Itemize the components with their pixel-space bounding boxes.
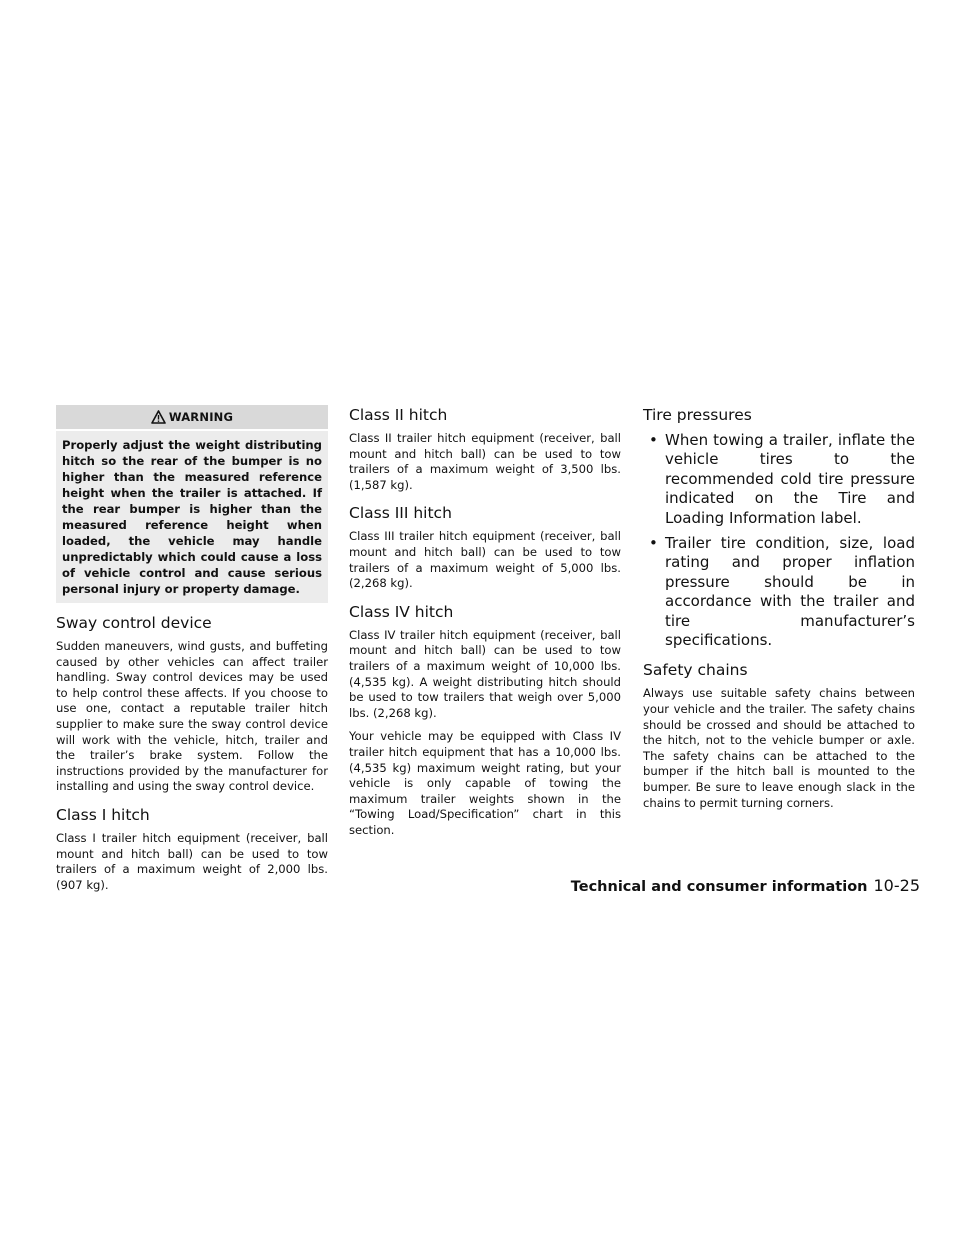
class2-heading: Class II hitch: [349, 406, 448, 424]
warning-header: [56, 405, 328, 429]
page-footer: [560, 876, 920, 895]
warning-triangle-icon: [151, 410, 166, 424]
tire-list: [643, 431, 915, 650]
warning-title: WARNING: [168, 410, 234, 424]
class3-text: Class III trailer hitch equipment (receiver, ball mount and hitch ball) can be used to tow trailers of a maximum weight of 5,000 lbs. (2,268 kg).: [349, 529, 621, 591]
class4-text-2: Your vehicle may be equipped with Class IV trailer hitch equipment that has a 10,000 lbs. (4,535 kg) maximum weight rating, but your vehicle is only capable of towing the maximum trailer weights shown in the “Towing Load/Specification” chart in this section.: [349, 729, 621, 837]
bullet-icon: •: [649, 431, 658, 449]
column-left: [56, 405, 328, 901]
class4-heading: Class IV hitch: [349, 602, 454, 621]
chains-heading: Safety chains: [643, 661, 748, 680]
warning-text: Properly adjust the weight distributing hitch so the rear of the bumper is no higher than the measured reference height when the trailer is attached. If the rear bumper is higher than the measured reference height when loaded, the vehicle may handle unpredictably which could cause a loss of vehicle control and cause serious personal injury or property damage.: [56, 431, 328, 603]
class3-heading: Class III hitch: [349, 504, 452, 523]
tire-heading: Tire pressures: [643, 406, 752, 424]
sway-heading: Sway control device: [56, 614, 212, 632]
class2-text: Class II trailer hitch equipment (receiver, ball mount and hitch ball) can be used to tow trailers of a maximum weight of 3,500 lbs. (1,587 kg).: [349, 431, 621, 492]
class1-text: Class I trailer hitch equipment (receiver, ball mount and hitch ball) can be used to tow trailers of a maximum weight of 2,000 lbs. (907 kg).: [56, 830, 328, 892]
column-middle: [349, 405, 621, 846]
class4-text-1: Class IV trailer hitch equipment (receiver, ball mount and hitch ball) can be used to tow trailers of a maximum weight of 10,000 lbs. (4,535 kg). A weight distributing hitch should be used to tow trailers that weigh over 5,000 lbs. (2,268 kg).: [349, 627, 621, 720]
list-item: [643, 431, 915, 528]
warning-box: [56, 405, 328, 603]
page-number: 10-25: [873, 876, 920, 895]
sway-text: Sudden maneuvers, wind gusts, and buffeting caused by other vehicles can affect trailer handling. Sway control devices may be used to help control these affects. If you choose to use one, contact a reputable trailer hitch supplier to make sure the sway control device will work with the vehicle, hitch, trailer and the trailer’s brake system. Follow the instructions provided by the manufacturer for installing and using the sway control device.: [56, 639, 328, 794]
tire-item-text: Trailer tire condition, size, load rating and proper inflation pressure should be in accordance with the trailer and tire manufacturer’s specifications.: [665, 534, 915, 650]
footer-section-title: Technical and consumer information: [570, 879, 868, 895]
bullet-icon: •: [649, 534, 658, 553]
tire-item-text: When towing a trailer, inflate the vehicle tires to the recommended cold tire pressure indicated on the Tire and Loading Information label.: [665, 431, 915, 527]
list-item: [643, 534, 915, 650]
class1-heading: Class I hitch: [56, 805, 150, 824]
chains-text: Always use suitable safety chains between your vehicle and the trailer. The safety chains should be crossed and should be attached to the hitch, not to the vehicle bumper or axle. The safety chains can be attached to the bumper if the hitch ball is mounted to the bumper. Be sure to leave enough slack in the chains to permit turning corners.: [643, 686, 915, 810]
column-right: [643, 405, 915, 819]
